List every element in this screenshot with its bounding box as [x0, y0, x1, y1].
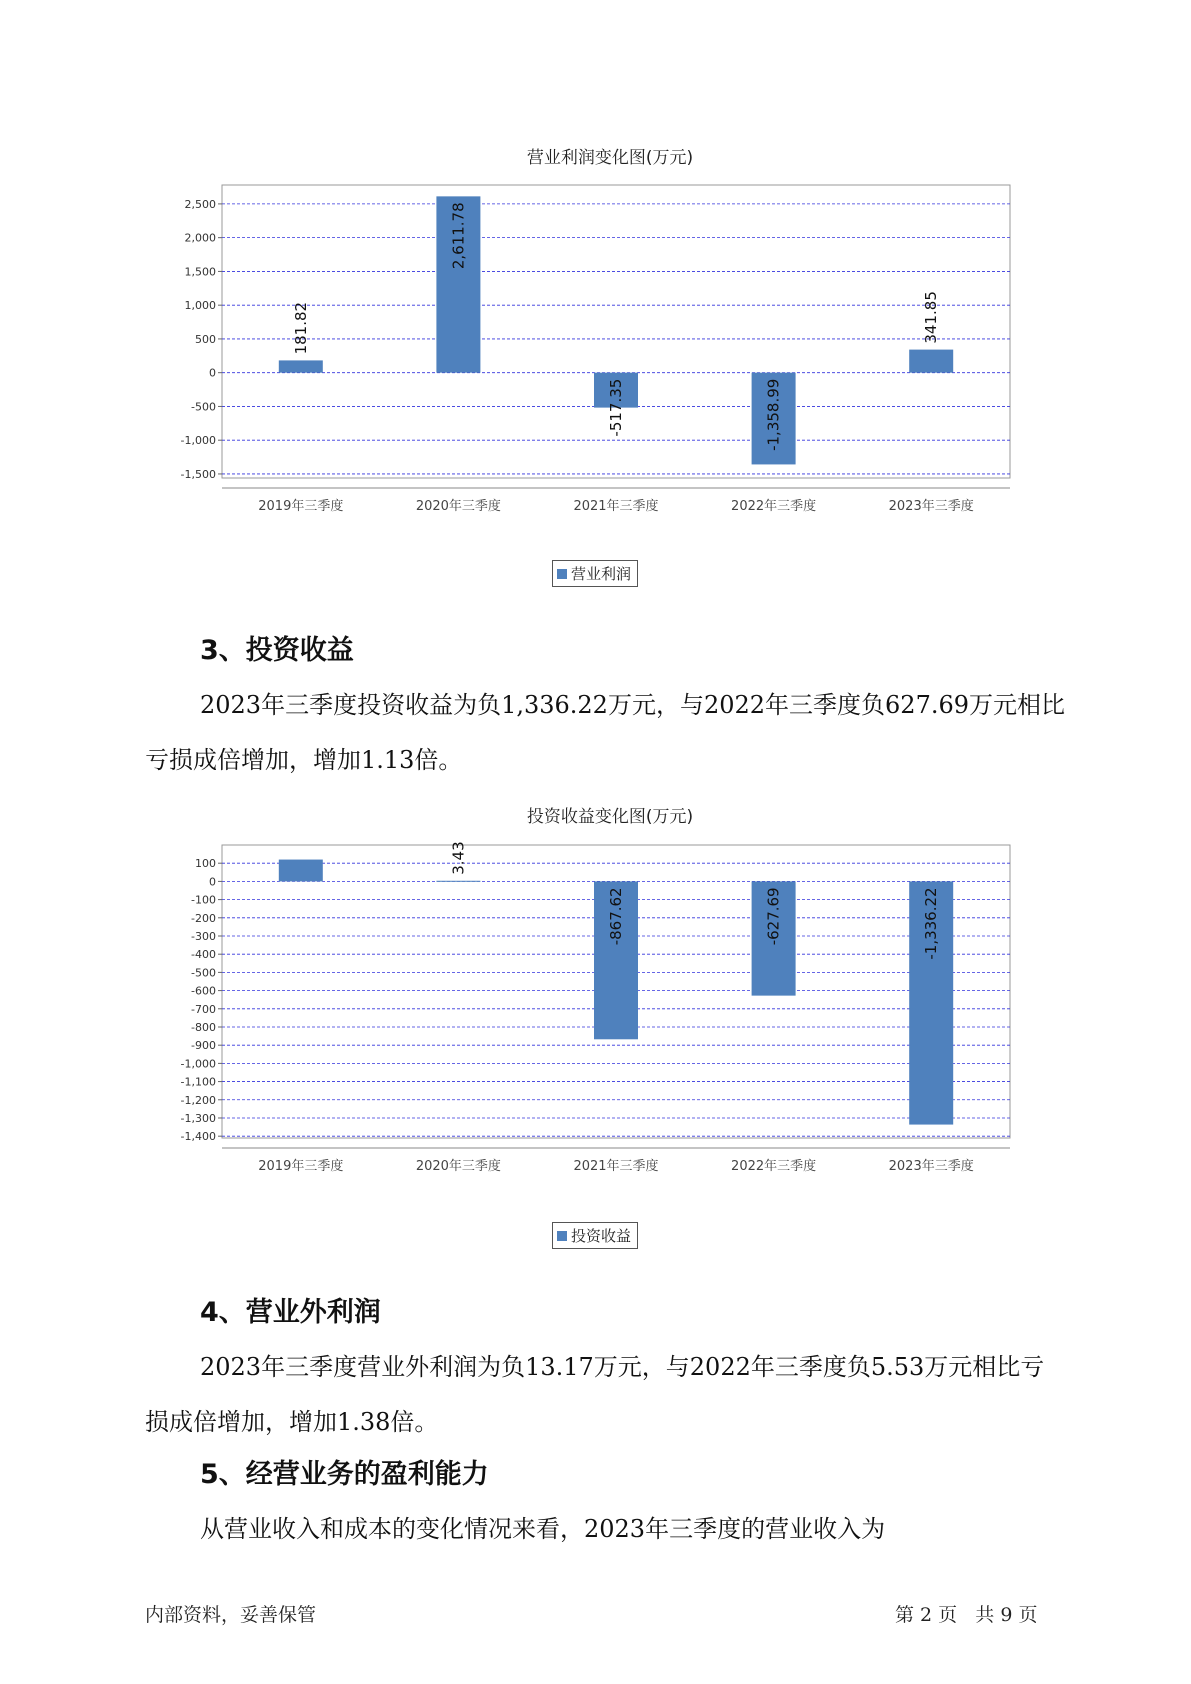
invest-income-category-label: 2020年三季度	[415, 1159, 501, 1174]
op-profit-value-label: 181.82	[291, 301, 310, 355]
chart-1-legend-label: 营业利润	[571, 565, 632, 583]
op-profit-category-label: 2020年三季度	[415, 499, 501, 514]
invest-income-ytick-label: -100	[191, 893, 216, 907]
op-profit-ytick-label: -500	[191, 400, 216, 414]
invest-income-value-label: 3.43	[449, 841, 468, 875]
op-profit-ytick-label: -1,500	[180, 467, 216, 481]
op-profit-ytick-label: 1,500	[184, 265, 216, 279]
invest-income-category-label: 2023年三季度	[888, 1159, 974, 1174]
section-4-paragraph: 2023年三季度营业外利润为负13.17万元，与2022年三季度负5.53万元相比亏损成倍增加，增加1.38倍。	[145, 1353, 1045, 1436]
invest-income-ytick-label: -700	[191, 1002, 216, 1016]
op-profit-ytick-label: 2,500	[184, 197, 216, 211]
investment-income-chart	[150, 830, 1030, 1230]
invest-income-ytick-label: -900	[191, 1039, 216, 1053]
op-profit-category-label: 2021年三季度	[573, 499, 659, 514]
invest-income-category-label: 2019年三季度	[258, 1159, 344, 1174]
operating-profit-chart	[150, 170, 1030, 570]
invest-income-ytick-label: -200	[191, 911, 216, 925]
invest-income-value-label: -1,336.22	[922, 887, 941, 960]
invest-income-bar	[436, 881, 480, 882]
invest-income-ytick-label: -800	[191, 1020, 216, 1034]
op-profit-bar	[279, 360, 323, 372]
invest-income-value-label: -627.69	[764, 887, 783, 946]
op-profit-ytick-label: 0	[209, 366, 216, 380]
chart-2-legend	[552, 1222, 638, 1249]
invest-income-ytick-label: -1,300	[180, 1111, 216, 1125]
invest-income-ytick-label: -1,100	[180, 1075, 216, 1089]
invest-income-ytick-label: 100	[195, 857, 216, 871]
legend-swatch	[557, 569, 567, 579]
footer-confidential: 内部资料，妥善保管	[145, 1604, 317, 1626]
invest-income-ytick-label: -300	[191, 929, 216, 943]
footer-page-number: 第 2 页 共 9 页	[895, 1604, 1038, 1626]
invest-income-category-label: 2022年三季度	[731, 1159, 817, 1174]
section-4-heading: 4、营业外利润	[200, 1297, 381, 1328]
section-3-paragraph: 2023年三季度投资收益为负1,336.22万元，与2022年三季度负627.69万元相比亏损成倍增加，增加1.13倍。	[145, 691, 1066, 774]
legend-swatch	[557, 1231, 567, 1241]
chart-2-title: 投资收益变化图(万元)	[526, 807, 694, 827]
op-profit-category-label: 2022年三季度	[731, 499, 817, 514]
section-5-paragraph: 从营业收入和成本的变化情况来看，2023年三季度的营业收入为	[200, 1515, 886, 1543]
op-profit-value-label: 341.85	[922, 291, 941, 344]
op-profit-bar	[909, 350, 953, 373]
section-3-heading: 3、投资收益	[200, 635, 354, 666]
op-profit-ytick-label: 1,000	[184, 299, 216, 313]
op-profit-value-label: -517.35	[607, 378, 625, 437]
op-profit-ytick-label: 2,000	[184, 231, 216, 245]
chart-1-legend	[552, 560, 638, 587]
invest-income-ytick-label: -400	[191, 948, 216, 962]
invest-income-ytick-label: -1,000	[180, 1057, 216, 1071]
op-profit-ytick-label: -1,000	[180, 434, 216, 448]
invest-income-ytick-label: 0	[209, 875, 216, 889]
invest-income-value-label: -867.62	[607, 887, 625, 946]
op-profit-category-label: 2023年三季度	[888, 499, 974, 514]
op-profit-value-label: 2,611.78	[449, 202, 468, 270]
chart-1-title: 营业利润变化图(万元)	[526, 148, 694, 168]
invest-income-ytick-label: -600	[191, 984, 216, 998]
chart-2-legend-label: 投资收益	[571, 1227, 632, 1245]
op-profit-ytick-label: 500	[195, 332, 216, 346]
invest-income-ytick-label: -1,200	[180, 1093, 216, 1107]
invest-income-category-label: 2021年三季度	[573, 1159, 659, 1174]
invest-income-ytick-label: -500	[191, 966, 216, 980]
op-profit-value-label: -1,358.99	[764, 378, 783, 451]
invest-income-bar	[279, 860, 323, 882]
op-profit-category-label: 2019年三季度	[258, 499, 344, 514]
section-5-heading: 5、经营业务的盈利能力	[200, 1459, 489, 1490]
invest-income-ytick-label: -1,400	[180, 1130, 216, 1144]
